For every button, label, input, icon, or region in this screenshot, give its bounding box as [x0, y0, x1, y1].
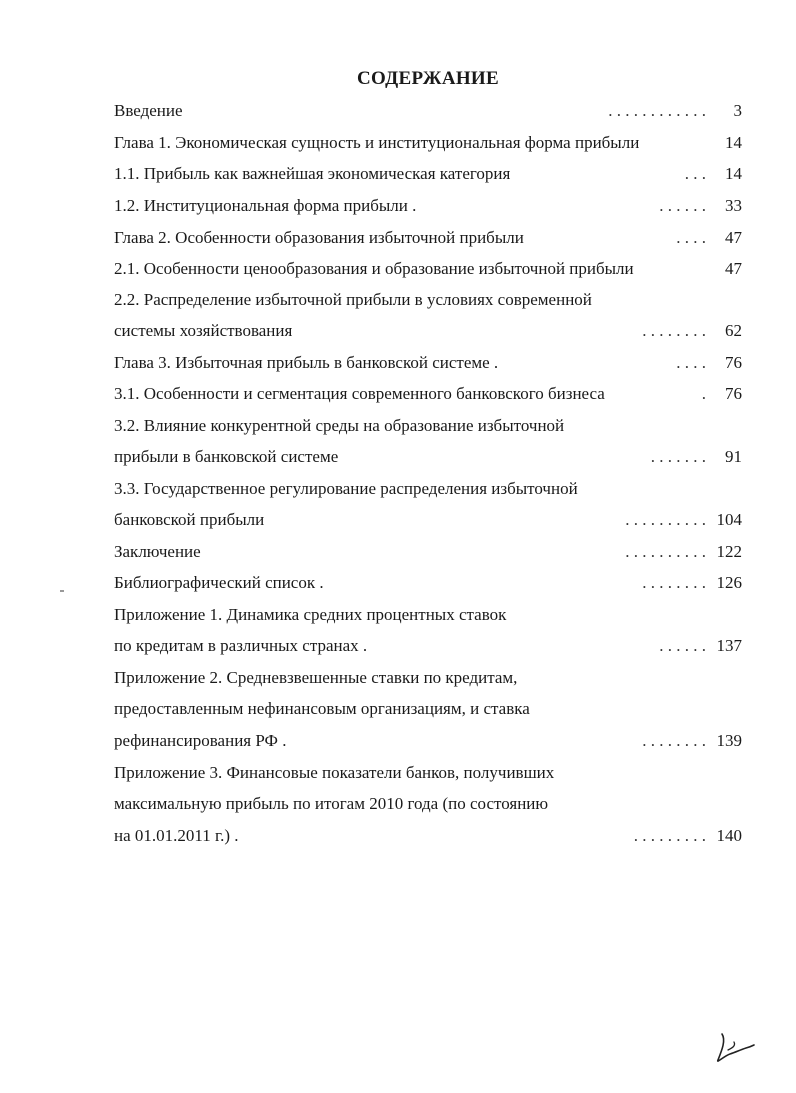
toc-page-number: 91	[725, 447, 742, 466]
toc-entry	[114, 635, 746, 657]
toc-entry-text: Библиографический список .	[114, 573, 324, 592]
toc-entry	[114, 730, 746, 752]
toc-entry	[114, 163, 746, 185]
toc-page-number: 137	[716, 636, 742, 655]
toc-page-number: 139	[716, 731, 742, 750]
toc-leader-dots: . . . . . . . . . .	[625, 510, 706, 529]
toc-entry-text: Приложение 1. Динамика средних процентных ставок	[114, 605, 507, 624]
toc-leader-dots: . . . . . . . .	[642, 321, 706, 340]
toc-leader-dots: . . . . . .	[659, 196, 706, 215]
toc-entry-text: Глава 1. Экономическая сущность и институциональная форма прибыли	[114, 133, 640, 152]
toc-entry	[114, 541, 746, 563]
toc-entry	[114, 604, 746, 626]
toc-entry	[114, 667, 746, 689]
toc-leader-dots: . . . . . . .	[650, 447, 706, 466]
toc-leader-dots: . . . . . . . . . . . .	[608, 101, 706, 120]
toc-entry	[114, 195, 746, 217]
toc-entry	[114, 825, 746, 847]
toc-entry-text: Заключение	[114, 542, 201, 561]
toc-entry-text: по кредитам в различных странах .	[114, 636, 368, 655]
toc-page-number: 126	[716, 573, 742, 592]
toc-entry-text: Приложение 2. Средневзвешенные ставки по кредитам,	[114, 668, 518, 687]
toc-entry	[114, 698, 746, 720]
toc-page-number: 33	[725, 196, 742, 215]
toc-leader-dots: . . . .	[676, 228, 706, 247]
toc-entry	[114, 572, 746, 594]
toc-entry	[114, 320, 746, 342]
toc-page-number: 122	[716, 542, 742, 561]
toc-entry	[114, 509, 746, 531]
toc-entry-text: Глава 3. Избыточная прибыль в банковской системе .	[114, 353, 499, 372]
toc-leader-dots: . . . . . . . .	[642, 573, 706, 592]
toc-leader-dots: . . . .	[676, 353, 706, 372]
toc-entry-text: Глава 2. Особенности образования избыточной прибыли	[114, 228, 524, 247]
toc-page-number: 14	[725, 164, 742, 183]
toc-entry-text: 3.1. Особенности и сегментация современного банковского бизнеса	[114, 384, 605, 403]
toc-entry-text: максимальную прибыль по итогам 2010 года (по состоянию	[114, 794, 549, 813]
toc-page-number: 104	[716, 510, 742, 529]
toc-entry	[114, 258, 746, 280]
toc-entry-text: 1.2. Институциональная форма прибыли .	[114, 196, 417, 215]
toc-entry-text: банковской прибыли	[114, 510, 265, 529]
handwritten-signature-icon	[712, 1026, 756, 1066]
toc-entry	[114, 446, 746, 468]
toc-entry-text: 1.1. Прибыль как важнейшая экономическая категория	[114, 164, 511, 183]
toc-leader-dots: . . . . . . . . . .	[625, 542, 706, 561]
toc-leader-dots: . . .	[684, 164, 706, 183]
toc-entry-text: 3.3. Государственное регулирование распределения избыточной	[114, 479, 578, 498]
toc-page-number: 76	[725, 353, 742, 372]
toc-page-number: 47	[725, 228, 742, 247]
toc-entry-text: 2.2. Распределение избыточной прибыли в условиях современной	[114, 290, 592, 309]
toc-entry	[114, 415, 746, 437]
toc-entry-text: предоставленным нефинансовым организациям, и ставка	[114, 699, 530, 718]
toc-entry	[114, 227, 746, 249]
toc-entry	[114, 352, 746, 374]
toc-entry-text: системы хозяйствования	[114, 321, 293, 340]
toc-entry-text: на 01.01.2011 г.) .	[114, 826, 239, 845]
toc-entry	[114, 383, 746, 405]
toc-entry	[114, 100, 746, 122]
scan-artifact	[60, 590, 64, 592]
toc-page-number: 3	[733, 101, 742, 120]
page-title: СОДЕРЖАНИЕ	[357, 68, 499, 89]
toc-entry-text: Приложение 3. Финансовые показатели банков, получивших	[114, 763, 555, 782]
toc-entry-text: прибыли в банковской системе	[114, 447, 339, 466]
toc-page-number: 140	[716, 826, 742, 845]
toc-entry	[114, 132, 746, 154]
toc-entry	[114, 793, 746, 815]
toc-entry	[114, 762, 746, 784]
toc-entry-text: 2.1. Особенности ценообразования и образование избыточной прибыли	[114, 259, 634, 278]
toc-entry-text: 3.2. Влияние конкурентной среды на образование избыточной	[114, 416, 565, 435]
toc-entry-text: Введение	[114, 101, 183, 120]
toc-leader-dots: . . . . . . . .	[642, 731, 706, 750]
toc-entry-text: рефинансирования РФ .	[114, 731, 287, 750]
toc-leader-dots: .	[701, 384, 706, 403]
toc-entry	[114, 289, 746, 311]
toc-page-number: 76	[725, 384, 742, 403]
toc-page-number: 14	[725, 133, 742, 152]
toc-page-number: 62	[725, 321, 742, 340]
toc-page-number: 47	[725, 259, 742, 278]
toc-entry	[114, 478, 746, 500]
toc-leader-dots: . . . . . .	[659, 636, 706, 655]
toc-leader-dots: . . . . . . . . .	[633, 826, 706, 845]
